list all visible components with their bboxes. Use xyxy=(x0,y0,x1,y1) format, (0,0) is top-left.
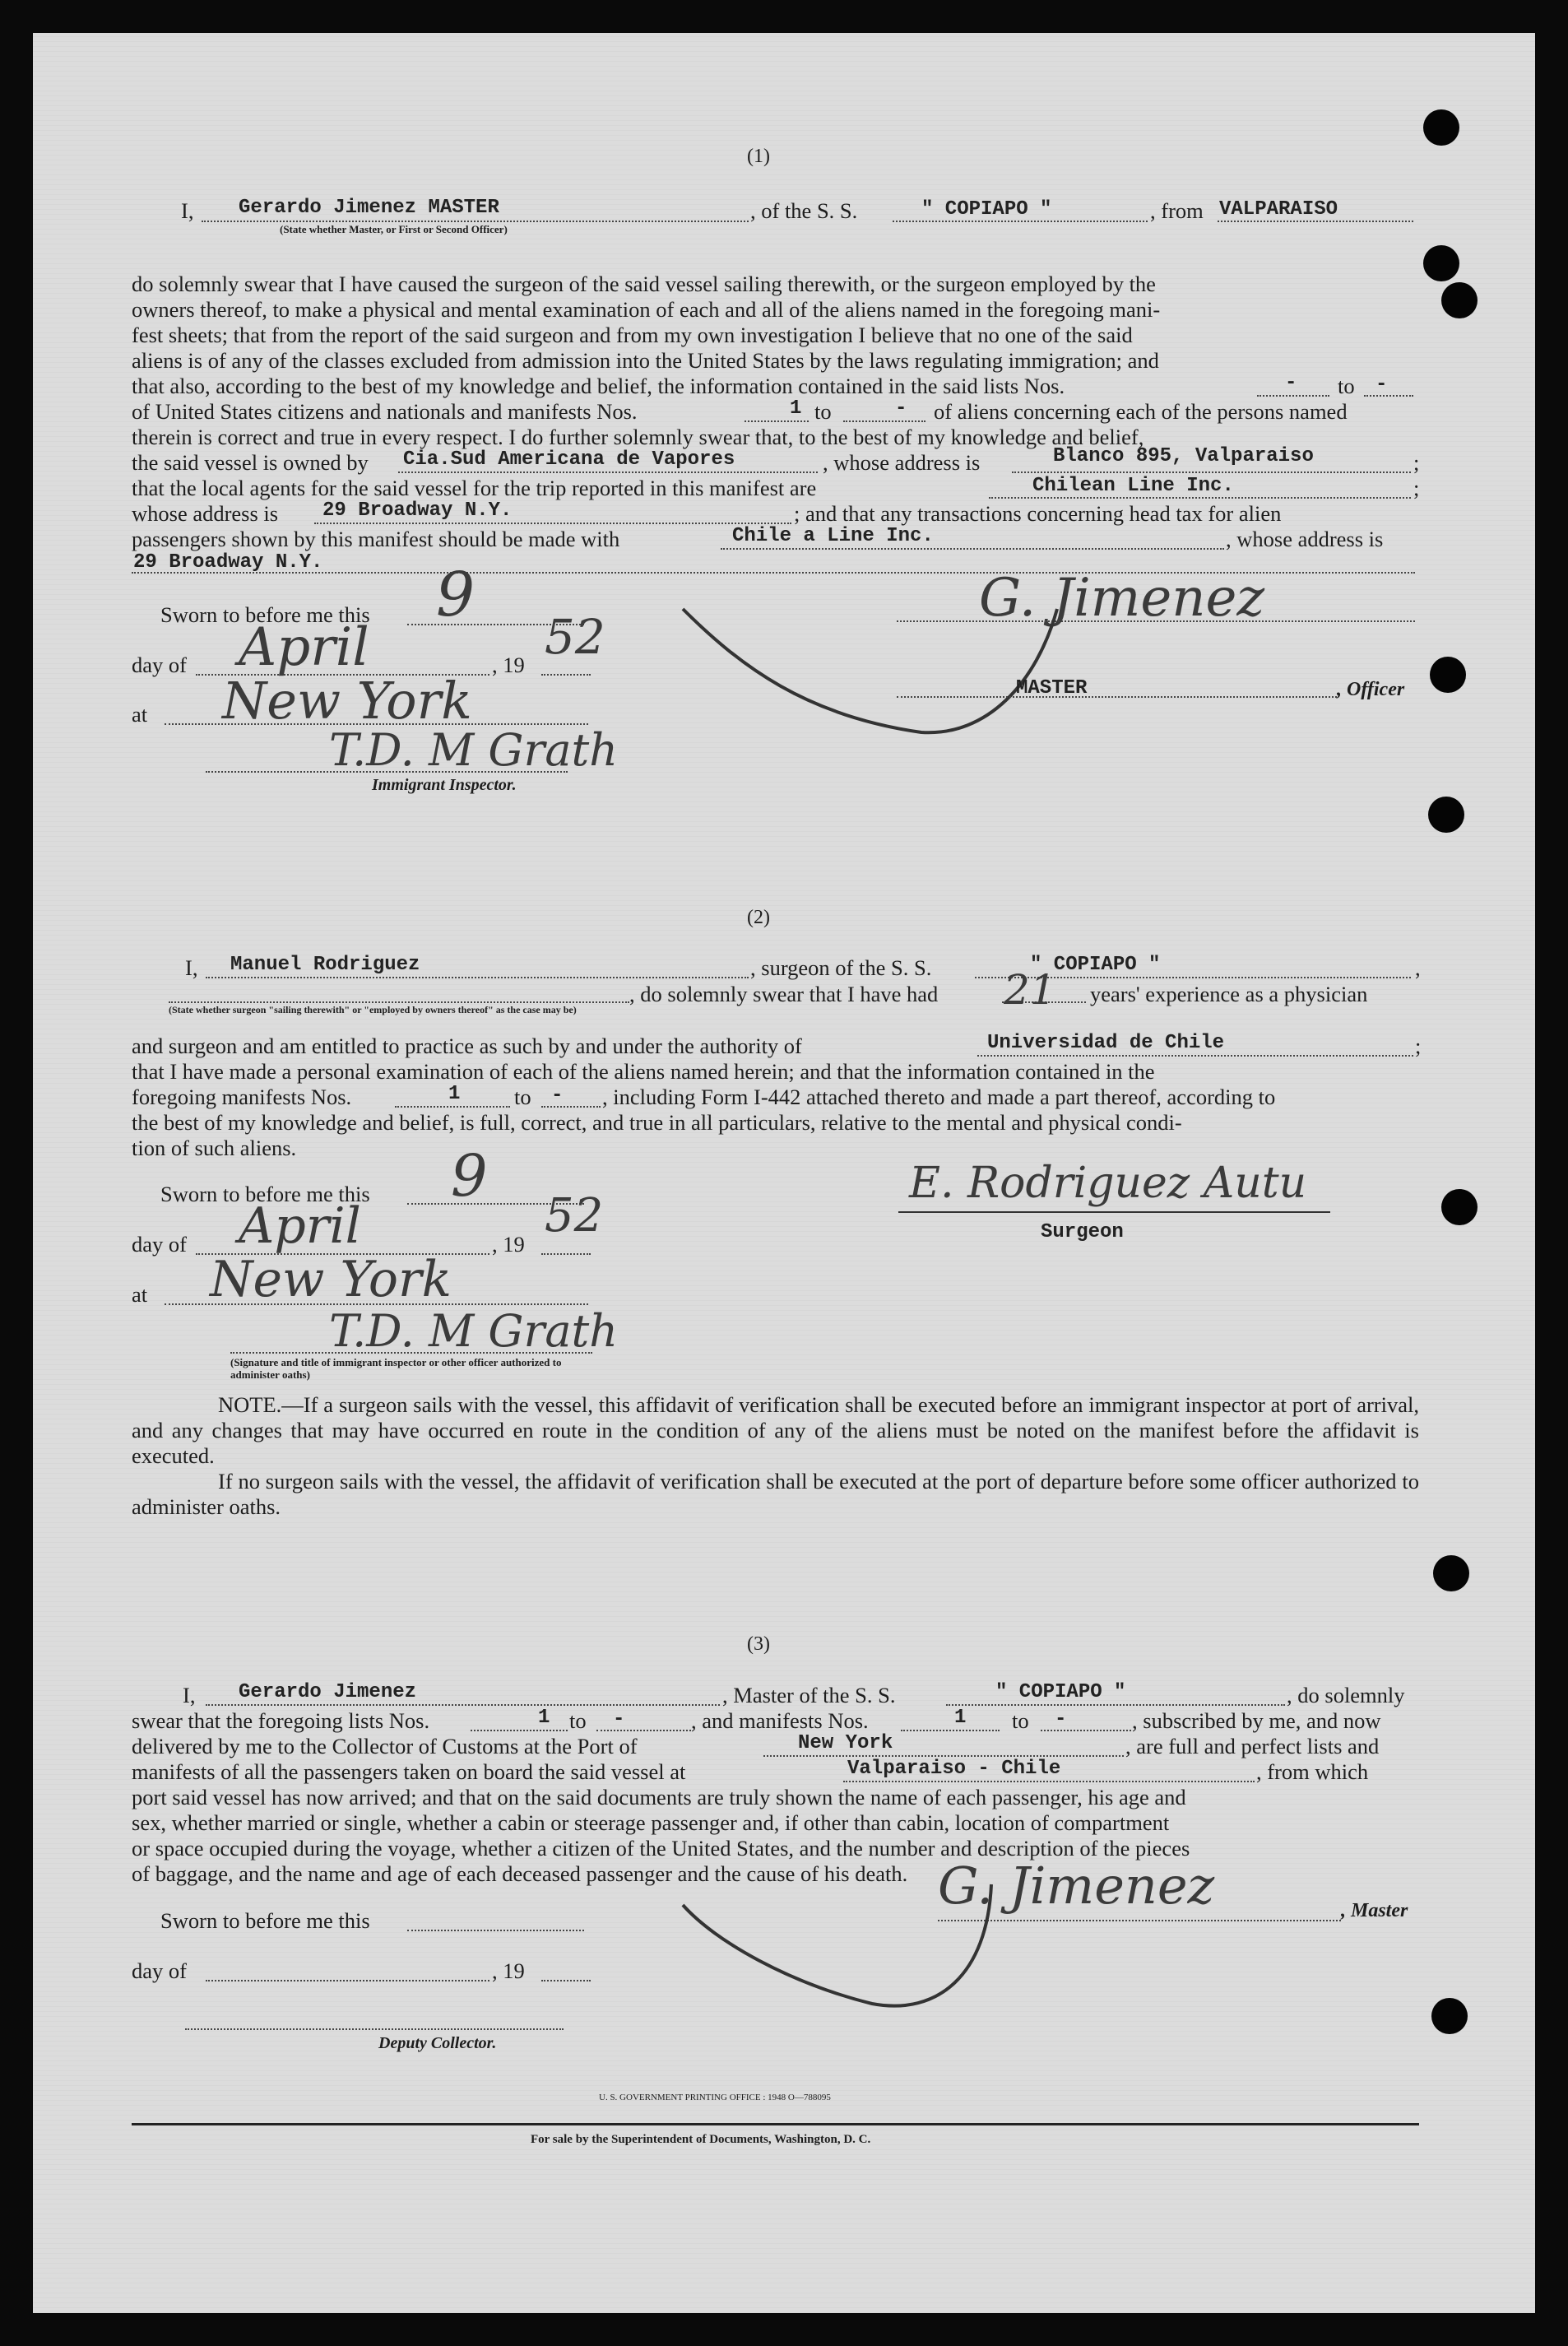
document-page xyxy=(33,33,1535,2313)
headtax-agent-line xyxy=(721,548,1224,550)
master-signature-line xyxy=(938,1920,1341,1921)
affidavit-text-line: do solemnly swear that I have caused the surgeon of the said vessel sailing therewith, or the surgeon employed by the xyxy=(132,272,1156,296)
affidavit-text-line: ; and that any transactions concerning head tax for alien xyxy=(794,501,1282,526)
affidavit-text-line: , are full and perfect lists and xyxy=(1125,1734,1380,1758)
from-line xyxy=(1218,221,1413,222)
manifests-to: - xyxy=(551,1085,564,1107)
officer-label: , Officer xyxy=(1337,679,1405,700)
of-ss-label: , of the S. S. xyxy=(750,198,858,223)
year-line xyxy=(541,1980,591,1981)
affidavit-text-line: , including Form I-442 attached thereto and made a part thereof, according to xyxy=(602,1085,1276,1109)
manifests-from: 1 xyxy=(954,1707,967,1729)
affidavit-text-line: the said vessel is owned by xyxy=(132,450,369,475)
affidavit-text-line: that the local agents for the said vessel for the trip reported in this manifest are xyxy=(132,476,817,500)
affidavit-text-line: whose address is xyxy=(132,501,279,526)
punch-hole xyxy=(1441,282,1478,318)
sworn-label: Sworn to before me this xyxy=(160,602,370,627)
surgeon-label: Surgeon xyxy=(1041,1221,1124,1243)
affidavit-text-line: port said vessel has now arrived; and that on the said documents are truly shown the name of each passenger, his age and xyxy=(132,1785,1186,1809)
semicolon: ; xyxy=(1413,476,1420,500)
owner-line xyxy=(398,472,818,473)
affidavit-text-line: foregoing manifests Nos. xyxy=(132,1085,352,1109)
headtax-address: 29 Broadway N.Y. xyxy=(133,551,323,574)
sworn-day-line xyxy=(407,1930,584,1931)
note-paragraph: NOTE.—If a surgeon sails with the vessel, this affidavit of verification shall be executed before an immigrant inspector at port of arrival, and any changes that may have occurred en route in the condition of any of the aliens must be noted on the manifest before the affidavit is executed. xyxy=(132,1392,1419,1468)
affidavit-text-line: owners thereof, to make a physical and mental examination of each and all of the aliens named in the foregoing mani- xyxy=(132,297,1161,322)
name-line xyxy=(202,221,749,222)
punch-hole xyxy=(1441,1189,1478,1225)
origin-line xyxy=(843,1781,1255,1782)
manifests-to: - xyxy=(1055,1708,1067,1730)
affidavit-text-line: manifests of all the passengers taken on board the said vessel at xyxy=(132,1759,686,1784)
sworn-day: 9 xyxy=(436,560,476,630)
origin-port: Valparaiso - Chile xyxy=(847,1758,1061,1780)
affidavit-text-line: of baggage, and the name and age of each deceased passenger and the cause of his death. xyxy=(132,1861,908,1886)
to-label: to xyxy=(514,1085,531,1109)
affidavit-text-line: , from which xyxy=(1256,1759,1369,1784)
ship-line xyxy=(946,1704,1285,1706)
to-label: to xyxy=(814,399,832,424)
manifests-from: 1 xyxy=(790,397,802,420)
section-number: (1) xyxy=(747,146,770,167)
ship-name: " COPIAPO " xyxy=(995,1681,1126,1703)
year-prefix: , 19 xyxy=(492,1958,525,1983)
affidavit-text-line: tion of such aliens. xyxy=(132,1136,297,1160)
year-line xyxy=(541,1253,591,1255)
master-of-label: , Master of the S. S. xyxy=(722,1683,896,1707)
ship-line xyxy=(893,221,1148,222)
affidavit-text-line: that also, according to the best of my knowledge and belief, the information contained in the said lists Nos. xyxy=(132,374,1065,398)
master-signature-flourish xyxy=(33,33,34,34)
affidavit-text-line: passengers shown by this manifest should be made with xyxy=(132,527,620,551)
affidavit-text-line: , subscribed by me, and now xyxy=(1132,1708,1381,1733)
sworn-place: New York xyxy=(222,671,472,731)
to-label: to xyxy=(1338,374,1355,398)
manifests-to: - xyxy=(895,397,907,420)
surgeon-signature: E. Rodriguez Autu xyxy=(909,1159,1307,1208)
surgeon-name-line xyxy=(206,977,749,978)
i-label: I, xyxy=(185,955,198,980)
surgeon-type-note: (State whether surgeon "sailing therewith" or "employed by owners thereof" as the case may be) xyxy=(169,1004,577,1015)
inspector-note: (Signature and title of immigrant inspector or other officer authorized to administer oaths) xyxy=(230,1356,562,1381)
affidavit-text-line: of aliens concerning each of the persons named xyxy=(934,399,1348,424)
owner-address: Blanco 895, Valparaiso xyxy=(1053,445,1314,467)
surgeon-name: Manuel Rodriguez xyxy=(230,954,420,976)
lists-to: - xyxy=(1375,374,1388,396)
local-agents: Chilean Line Inc. xyxy=(1032,475,1234,497)
sworn-place: New York xyxy=(210,1251,452,1308)
collector-line xyxy=(185,2028,564,2030)
officer-rank: MASTER xyxy=(1016,677,1088,699)
agents-address: 29 Broadway N.Y. xyxy=(322,499,513,522)
lists-from-line xyxy=(1257,395,1329,397)
surgeon-signature-line xyxy=(898,1211,1330,1213)
year-prefix: , 19 xyxy=(492,1232,525,1257)
sworn-month-line xyxy=(206,1980,489,1981)
sworn-year: 52 xyxy=(545,609,605,665)
sworn-label: Sworn to before me this xyxy=(160,1182,370,1206)
ship-name: " COPIAPO " xyxy=(1030,954,1161,976)
agents-address-line xyxy=(314,523,791,524)
to-label: to xyxy=(569,1708,587,1733)
swear-text: , do solemnly swear that I have had xyxy=(629,982,939,1006)
collector-title: Deputy Collector. xyxy=(378,2034,497,2052)
manifests-from-line xyxy=(745,420,809,422)
years-experience: 21 xyxy=(1004,966,1056,1014)
manifests-to-line xyxy=(843,420,925,422)
sworn-day: 9 xyxy=(451,1142,488,1210)
punch-hole xyxy=(1428,797,1464,833)
lists-from-line xyxy=(471,1730,568,1731)
to-label: to xyxy=(1012,1708,1029,1733)
year-prefix: , 19 xyxy=(492,653,525,677)
affidavit-text-line: sex, whether married or single, whether a cabin or steerage passenger and, if other than cabin, location of compartment xyxy=(132,1810,1170,1835)
port-line xyxy=(763,1755,1124,1757)
master-name-line xyxy=(206,1704,720,1706)
affidavit-text-line: aliens is of any of the classes excluded from admission into the United States by the laws regulating immigration; and xyxy=(132,348,1159,373)
solemnly-label: , do solemnly xyxy=(1287,1683,1405,1707)
lists-from: 1 xyxy=(538,1707,550,1729)
inspector-signature: T.D. M Grath xyxy=(329,724,619,776)
lists-from: - xyxy=(1285,372,1297,394)
lists-to-line xyxy=(596,1730,691,1731)
name-note: (State whether Master, or First or Second Officer) xyxy=(280,223,508,235)
inspector-title: Immigrant Inspector. xyxy=(372,776,517,794)
lists-to: - xyxy=(613,1708,625,1730)
note-paragraph-2: If no surgeon sails with the vessel, the affidavit of verification shall be executed at the port of departure before some officer authorized to administer oaths. xyxy=(132,1469,1419,1519)
affidavit-text-line: , and manifests Nos. xyxy=(691,1708,869,1733)
sworn-month: April xyxy=(239,1197,361,1255)
at-label: at xyxy=(132,702,148,727)
punch-hole xyxy=(1423,245,1459,281)
master-name: Gerardo Jimenez xyxy=(239,1681,417,1703)
i-label: I, xyxy=(181,198,194,223)
practice-authority: Universidad de Chile xyxy=(987,1032,1225,1054)
for-sale-line: For sale by the Superintendent of Documents, Washington, D. C. xyxy=(531,2133,871,2146)
ship-name: " COPIAPO " xyxy=(921,198,1052,221)
sworn-year: 52 xyxy=(545,1189,604,1243)
semicolon: ; xyxy=(1415,1034,1422,1058)
footer-rule xyxy=(132,2123,1419,2125)
surgeon-type-line xyxy=(169,1001,629,1003)
manifests-from-line xyxy=(901,1730,1000,1731)
year-line xyxy=(541,674,591,676)
semicolon: ; xyxy=(1413,450,1420,475)
surgeon-of-label: , surgeon of the S. S. xyxy=(750,955,932,980)
day-of-label: day of xyxy=(132,653,187,677)
manifests-to-line xyxy=(541,1106,601,1108)
affidavit-text-line: the best of my knowledge and belief, is full, correct, and true in all particulars, relative to the mental and physical condi- xyxy=(132,1110,1182,1135)
master-signature: G. Jimenez xyxy=(938,1856,1215,1916)
agents-line xyxy=(989,497,1411,499)
sworn-month: April xyxy=(239,617,369,678)
vessel-owner: Cia.Sud Americana de Vapores xyxy=(403,448,735,471)
punch-hole xyxy=(1423,109,1459,146)
manifests-from-line xyxy=(395,1106,510,1108)
affidavit-text-line: fest sheets; that from the report of the said surgeon and from my own investigation I believe that no one of the said xyxy=(132,323,1133,347)
owner-address-line xyxy=(1012,472,1411,473)
lists-to-line xyxy=(1364,395,1413,397)
punch-hole xyxy=(1431,1998,1468,2034)
printing-office-line: U. S. GOVERNMENT PRINTING OFFICE : 1948 O—788095 xyxy=(599,2093,831,2102)
officer-signature-line xyxy=(897,620,1415,622)
affidavit-text-line: or space occupied during the voyage, whether a citizen of the United States, and the number and description of the pieces xyxy=(132,1836,1190,1861)
inspector-signature: T.D. M Grath xyxy=(329,1305,619,1357)
years-text: years' experience as a physician xyxy=(1090,982,1368,1006)
headtax-agent: Chile a Line Inc. xyxy=(732,525,934,547)
master-label: , Master xyxy=(1341,1900,1408,1921)
affidavit-text-line: that I have made a personal examination of each of the aliens named herein; and that the information contained in the xyxy=(132,1059,1155,1084)
punch-hole xyxy=(1433,1555,1469,1591)
officer-rank-line xyxy=(897,696,1337,698)
comma: , xyxy=(1415,955,1421,980)
affidavit-text-line: and surgeon and am entitled to practice as such by and under the authority of xyxy=(132,1034,802,1058)
officer-signature: G. Jimenez xyxy=(979,568,1265,629)
affidavit-text-line: delivered by me to the Collector of Customs at the Port of xyxy=(132,1734,638,1758)
i-label: I, xyxy=(183,1683,196,1707)
affidavit-text-line: swear that the foregoing lists Nos. xyxy=(132,1708,430,1733)
manifests-from: 1 xyxy=(448,1083,461,1105)
day-of-label: day of xyxy=(132,1232,187,1257)
affidavit-text-line: of United States citizens and nationals and manifests Nos. xyxy=(132,399,638,424)
punch-hole xyxy=(1430,657,1466,693)
section-number: (2) xyxy=(747,907,770,928)
day-of-label: day of xyxy=(132,1958,187,1983)
section-number: (3) xyxy=(747,1633,770,1655)
arrival-port: New York xyxy=(798,1732,893,1754)
authority-line xyxy=(977,1055,1413,1057)
master-name: Gerardo Jimenez MASTER xyxy=(239,197,499,219)
from-label: , from xyxy=(1150,198,1204,223)
address-label: , whose address is xyxy=(823,450,981,475)
affidavit-text-line: , whose address is xyxy=(1226,527,1384,551)
affidavit-text-line: therein is correct and true in every respect. I do further solemnly swear that, to the best of my knowledge and belief, xyxy=(132,425,1144,449)
at-label: at xyxy=(132,1282,148,1307)
sworn-label: Sworn to before me this xyxy=(160,1908,370,1933)
from-port: VALPARAISO xyxy=(1219,198,1338,221)
